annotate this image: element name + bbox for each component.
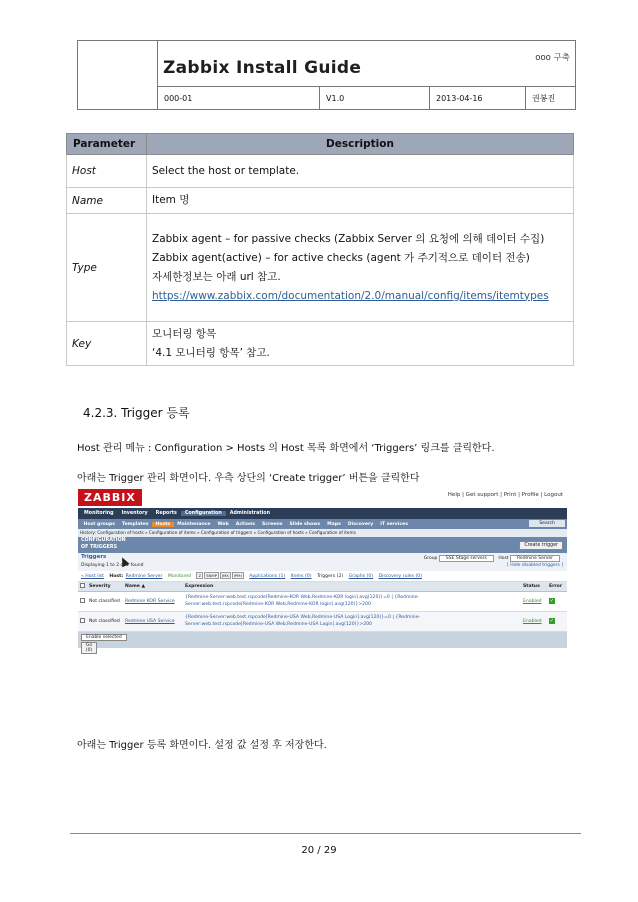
footer-divider [70,833,581,834]
group-label: Group [423,556,438,561]
param-desc [147,322,574,366]
desc-line: Zabbix agent(active) – for active checks (agent 가 주기적으로 데이터 전송) [152,251,530,264]
triggers-table [78,582,567,632]
table-row [78,611,567,631]
col-error: Error [547,582,567,591]
param-key: Type [67,214,147,322]
history-breadcrumb[interactable]: History: Configuration of hosts » Configuration of items » Configuration of triggers » Configuration of hosts » Configuration of items [78,529,567,537]
status-toggle[interactable]: Enabled [523,598,542,604]
parameter-table [66,133,574,366]
desc-line: Item 명 [152,194,190,206]
table-row [67,214,574,322]
paragraph: Host 관리 메뉴 : Configuration > Hosts 의 Host 목록 화면에서 ‘Triggers’ 링크를 클릭한다. [77,443,495,454]
param-desc [147,214,574,322]
severity-cell: Not classified [87,591,123,611]
status-toggle[interactable]: Enabled [523,618,542,624]
snmp-badge: SNMP [206,573,217,578]
menu-reports[interactable]: Reports [155,511,177,516]
project-label: ooo 구축 [535,53,570,63]
logo-cell [78,41,158,110]
config-title-bar [78,537,567,553]
col-severity[interactable]: Severity [87,582,123,591]
submenu-maps[interactable]: Maps [327,521,341,527]
agent-badge: Z [198,573,202,578]
go-button[interactable]: Go (0) [81,642,97,654]
param-key: Host [67,155,147,188]
trigger-name-link[interactable]: Redmine KOR Service [125,598,175,604]
table-row [67,188,574,214]
triggers-table-header [78,582,567,591]
expression-line: {Redmine-Server:web.test.rspcode[Redmine-KOR Web,Redmine-KOR login].avg(120)}=0 | {Redmine- [185,595,420,600]
create-trigger-button[interactable]: Create trigger [519,541,563,550]
param-desc [147,155,574,188]
col-description: Description [147,134,574,155]
row-checkbox[interactable] [80,618,85,623]
jmx-badge: JMX [221,573,229,578]
top-links[interactable]: Help | Get support | Print | Profile | Logout [447,492,563,498]
col-expression: Expression [183,582,521,591]
title-cell [158,41,576,87]
items-link[interactable]: Items (0) [290,574,312,579]
zabbix-screenshot [78,487,567,689]
config-title-line: OF TRIGGERS [81,545,118,550]
doc-number: 000-01 [158,87,320,110]
desc-line: ‘4.1 모니터링 항목’ 참고. [152,346,270,359]
col-name[interactable]: Name ▲ [123,582,183,591]
doc-version: V1.0 [320,87,430,110]
zabbix-logo: ZABBIX [78,489,142,506]
select-all-checkbox[interactable] [80,583,85,588]
check-icon: ✓ [549,618,555,624]
graphs-link[interactable]: Graphs (0) [348,574,374,579]
triggers-bar [78,553,567,571]
triggers-link[interactable]: Triggers (2) [316,574,344,579]
document-title: Zabbix Install Guide [163,58,362,78]
submenu-maintenance[interactable]: Maintenance [177,521,211,527]
param-desc [147,188,574,214]
expression-line: Server:web.test.rspcode[Redmine-USA Web,Redmine-USA Login].avg(120)}>200 [185,622,372,627]
parameter-table-header [67,134,574,155]
submenu-screens[interactable]: Screens [262,521,283,527]
search-input[interactable]: Search [529,520,565,527]
host-name-link[interactable]: Redmine Server [125,574,163,579]
group-select[interactable]: SSE Stage servers [439,555,494,562]
host-select[interactable]: Redmine Server [510,555,560,562]
desc-line: Select the host or template. [152,164,300,177]
main-menu [78,508,567,519]
submenu-discovery[interactable]: Discovery [347,521,374,527]
triggers-heading: Triggers [81,554,107,560]
section-title: 4.2.3. Trigger 등록 [83,406,190,420]
host-info-row [78,571,567,582]
param-key: Name [67,188,147,214]
col-parameter: Parameter [67,134,147,155]
sub-menu [78,519,567,529]
expression-line: {Redmine-Server:web.test.rspcode[Redmine-USA Web,Redmine-USA Login].avg(120)}=0 | {Redmine- [185,615,421,620]
host-list-link[interactable]: « Host list [81,574,104,579]
displaying-count: Displaying 1 to 2 of 2 found [81,563,144,568]
table-footer [78,632,567,653]
filter-selects [424,555,563,562]
ipmi-badge: IPMI [233,573,242,578]
table-row [67,322,574,366]
doc-date: 2013-04-16 [430,87,526,110]
submenu-actions[interactable]: Actions [235,521,255,527]
mass-action-select[interactable]: Enable selected [81,634,127,641]
row-checkbox[interactable] [80,598,85,603]
submenu-web[interactable]: Web [217,521,229,527]
document-header [77,40,576,110]
severity-cell: Not classified [87,611,123,631]
host-prefix: Host: [109,574,124,579]
submenu-host-groups[interactable]: Host groups [83,521,116,527]
param-key: Key [67,322,147,366]
discovery-rules-link[interactable]: Discovery rules (0) [378,574,422,579]
paragraph: 아래는 Trigger 등록 화면이다. 설정 값 설정 후 저장한다. [77,740,327,751]
trigger-name-link[interactable]: Redmine USA Service [125,618,175,624]
doc-author: 권봉진 [532,94,556,103]
menu-inventory[interactable]: Inventory [121,511,148,516]
hide-disabled-link[interactable]: [ Hide disabled triggers ] [507,563,563,568]
itemtypes-link[interactable]: https://www.zabbix.com/documentation/2.0/manual/config/items/itemtypes [152,289,549,302]
submenu-slide-shows[interactable]: Slide shows [289,521,321,527]
config-title-line: CONFIGURATION [81,538,126,543]
submenu-templates[interactable]: Templates [122,521,149,527]
table-row [67,155,574,188]
expression-line: Server:web.test.rspcode[Redmine-KOR Web,Redmine-KOR login].avg(120)}>200 [185,602,371,607]
monitored-status: Monitored [167,574,191,579]
menu-monitoring[interactable]: Monitoring [84,511,114,516]
check-icon: ✓ [549,598,555,604]
menu-administration[interactable]: Administration [229,511,270,516]
desc-line: Zabbix agent – for passive checks (Zabbix Server 의 요청에 의해 데이터 수집) [152,232,545,245]
submenu-it-services[interactable]: IT services [380,521,408,527]
desc-line: 모니터링 항목 [152,327,217,340]
desc-line: 자세한정보는 아래 url 참고. [152,270,281,283]
table-row [78,591,567,611]
submenu-hosts[interactable]: Hosts [152,522,174,527]
page-number: 20 / 29 [301,845,337,856]
host-label: Host [498,556,509,561]
applications-link[interactable]: Applications (1) [249,574,286,579]
menu-configuration[interactable]: Configuration [181,511,226,516]
col-status[interactable]: Status [521,582,547,591]
paragraph: 아래는 Trigger 관리 화면이다. 우측 상단의 ‘Create trigger’ 버튼을 클릭한다 [77,473,420,484]
